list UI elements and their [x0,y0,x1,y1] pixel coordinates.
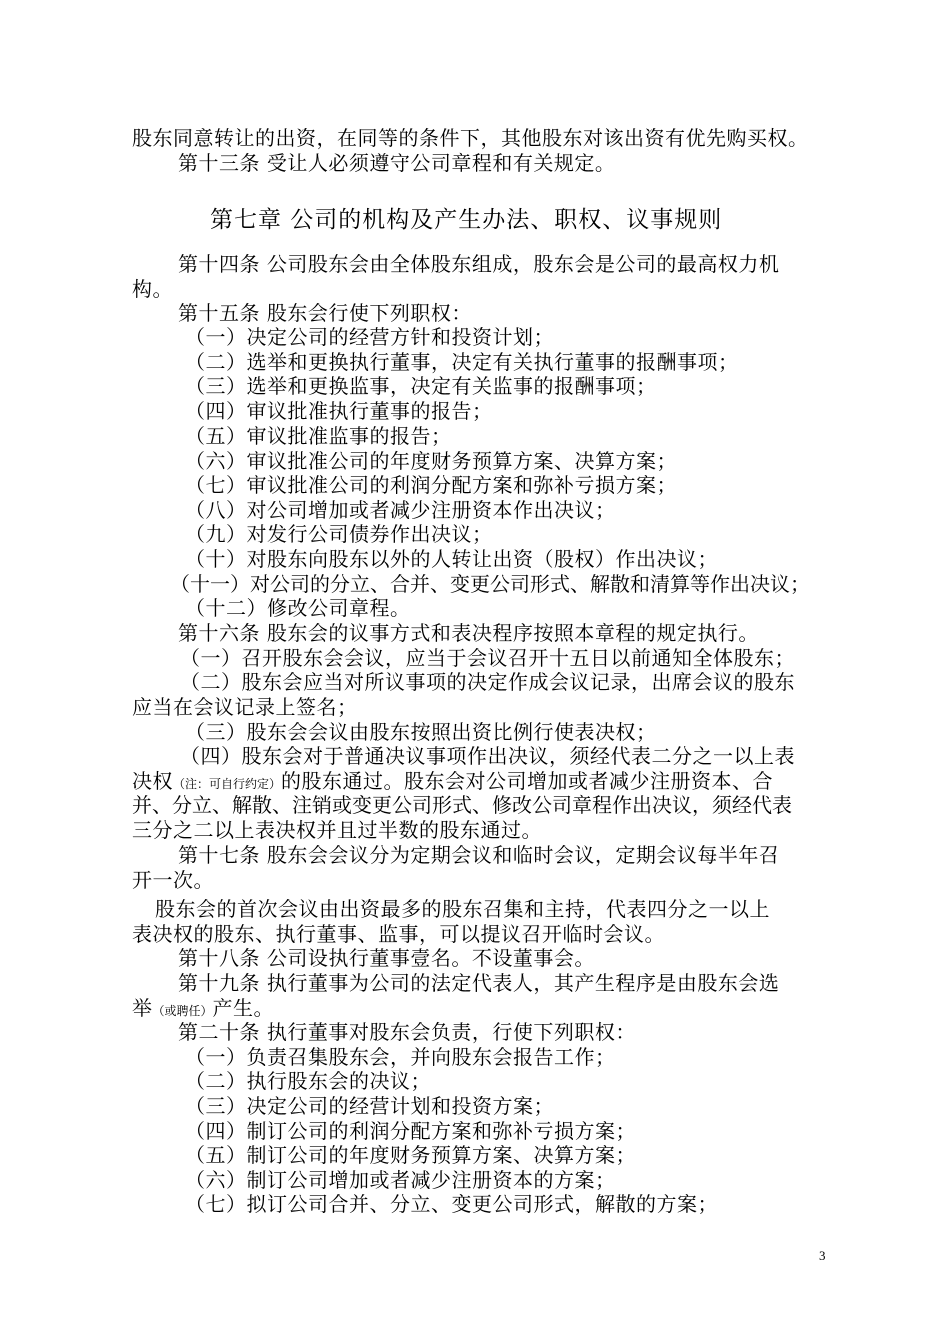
article-18: 第十八条 公司设执行董事壹名。不设董事会。 [178,946,595,970]
text-line: 构。 [132,277,173,301]
chapter-heading: 第七章 公司的机构及产生办法、职权、议事规则 [210,207,723,233]
text-line: 表决权的股东、执行董事、监事，可以提议召开临时会议。 [132,922,665,946]
list-item: （十）对股东向股东以外的人转让出资（股权）作出决议； [185,547,718,571]
list-item: （四）审议批准执行董事的报告； [185,399,493,423]
list-item: （一）负责召集股东会，并向股东会报告工作； [185,1045,616,1069]
list-item: （一）召开股东会会议，应当于会议召开十五日以前通知全体股东； [180,646,795,670]
list-item: （二）选举和更换执行董事，决定有关执行董事的报酬事项； [185,350,739,374]
list-item: （八）对公司增加或者减少注册资本作出决议； [185,498,616,522]
text-line: 股东同意转让的出资，在同等的条件下，其他股东对该出资有优先购买权。 [132,126,809,150]
text-line: 应当在会议记录上签名； [132,695,358,719]
list-item: （十二）修改公司章程。 [185,596,411,620]
footnote-note: （注：可自行约定） [173,777,282,791]
list-item: （九）对发行公司债券作出决议； [185,522,493,546]
list-item: （五）制订公司的年度财务预算方案、决算方案； [185,1143,636,1167]
list-item: （四）股东会对于普通决议事项作出决议，须经代表二分之一以上表 [180,744,795,768]
text-line: 并、分立、解散、注销或变更公司形式、修改公司章程作出决议，须经代表 [132,793,792,817]
text-segment: 产生。 [212,996,275,1020]
list-item: （一）决定公司的经营方针和投资计划； [185,325,554,349]
list-item: （十一）对公司的分立、合并、变更公司形式、解散和清算等作出决议； [170,572,810,596]
list-item: （三）选举和更换监事，决定有关监事的报酬事项； [185,374,657,398]
article-13: 第十三条 受让人必须遵守公司章程和有关规定。 [178,151,616,175]
list-item: （三）股东会会议由股东按照出资比例行使表决权； [185,720,657,744]
list-item: （六）审议批准公司的年度财务预算方案、决算方案； [185,449,677,473]
article-16: 第十六条 股东会的议事方式和表决程序按照本章程的规定执行。 [178,621,759,645]
article-19: 第十九条 执行董事为公司的法定代表人，其产生程序是由股东会选 [178,971,780,995]
text-segment: 的股东通过。股东会对公司增加或者减少注册资本、合 [281,769,774,793]
article-20: 第二十条 执行董事对股东会负责，行使下列职权： [178,1020,636,1044]
list-item: （二）执行股东会的决议； [185,1069,431,1093]
text-line: 三分之二以上表决权并且过半数的股东通过。 [132,818,542,842]
footnote-note: （或聘任） [152,1004,213,1018]
article-17: 第十七条 股东会会议分为定期会议和临时会议，定期会议每半年召 [178,843,780,867]
list-item: （五）审议批准监事的报告； [185,424,452,448]
page-number: 3 [819,1248,826,1263]
list-item: （三）决定公司的经营计划和投资方案； [185,1094,554,1118]
list-item: （四）制订公司的利润分配方案和弥补亏损方案； [185,1119,636,1143]
article-15: 第十五条 股东会行使下列职权： [178,301,472,325]
text-line: 开一次。 [132,868,214,892]
text-segment: 举 [132,996,153,1020]
text-line: 股东会的首次会议由出资最多的股东召集和主持，代表四分之一以上 [155,897,770,921]
list-item: （七）拟订公司合并、分立、变更公司形式，解散的方案； [185,1192,718,1216]
text-segment: 决权 [132,769,173,793]
list-item: （二）股东会应当对所议事项的决定作成会议记录，出席会议的股东 [180,670,795,694]
article-14: 第十四条 公司股东会由全体股东组成，股东会是公司的最高权力机 [178,252,780,276]
list-item: （六）制订公司增加或者减少注册资本的方案； [185,1168,616,1192]
list-item: （七）审议批准公司的利润分配方案和弥补亏损方案； [185,473,677,497]
